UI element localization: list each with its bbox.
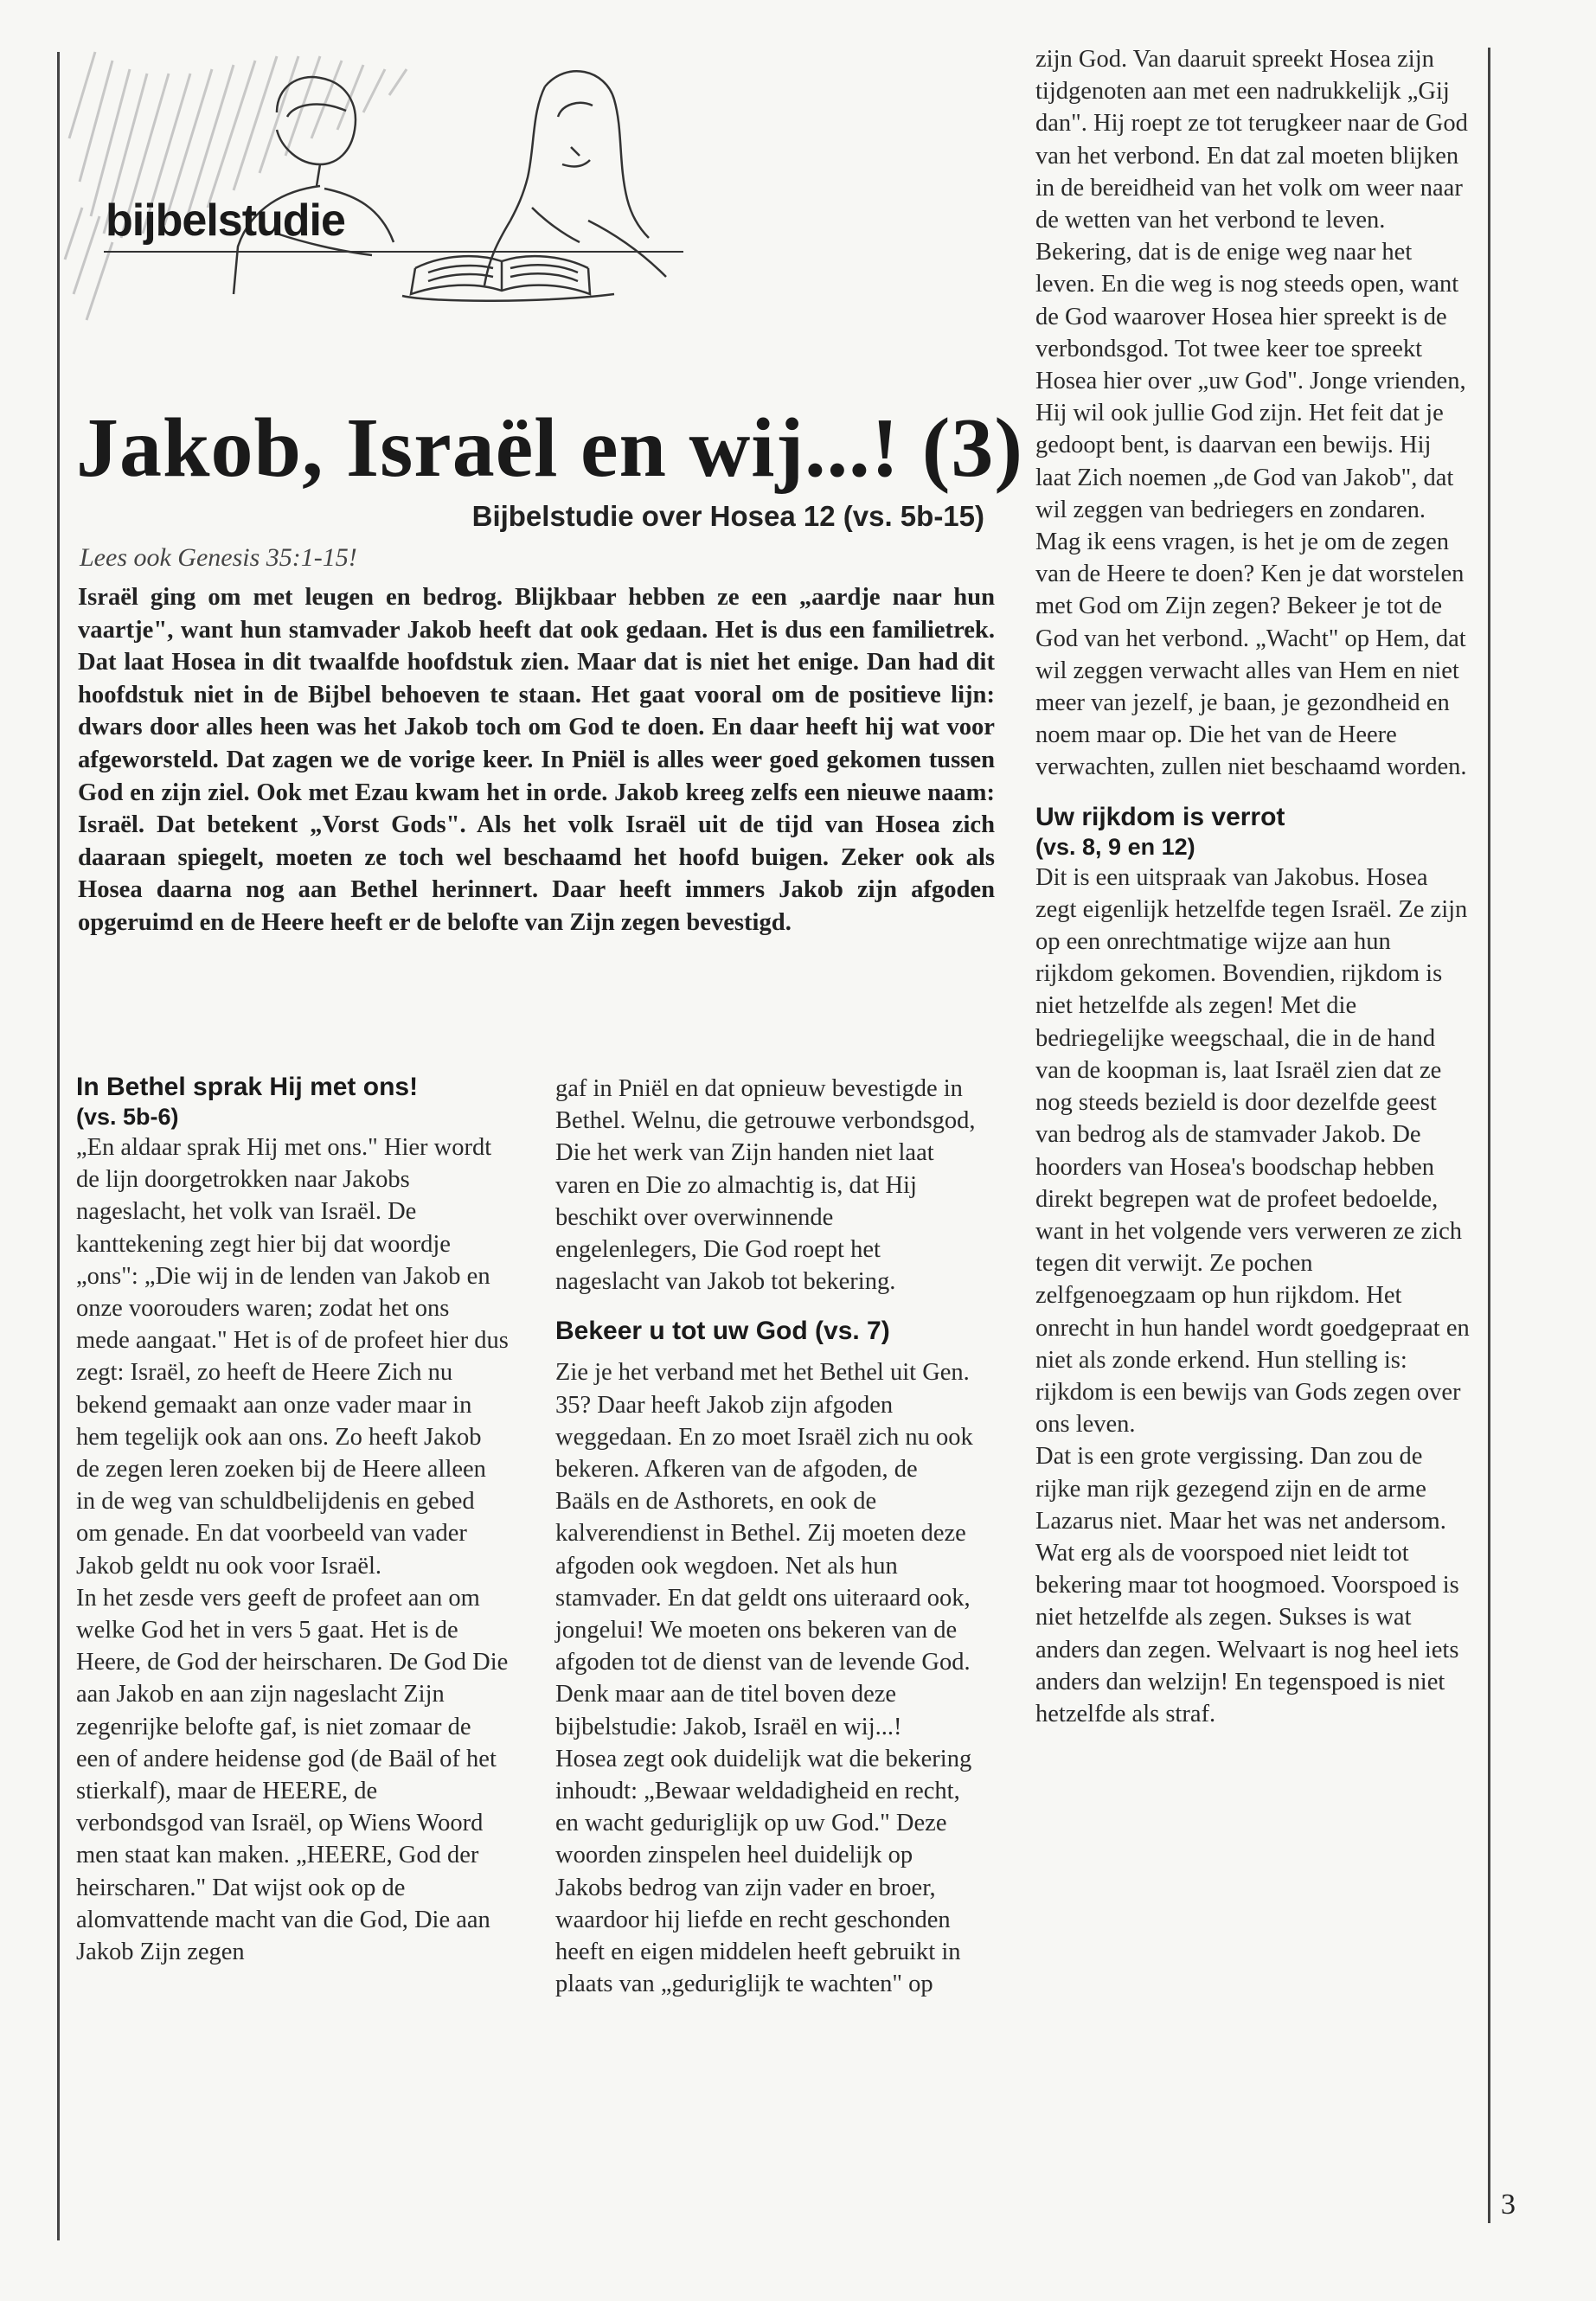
section-banner: bijbelstudie — [106, 195, 345, 246]
article-intro — [78, 581, 995, 939]
body-paragraph: Dit is een uitspraak van Jakobus. Hosea zegt eigenlijk hetzelfde tegen Israël. Ze zijn op een onrechtmatige wijze aan hun rijkdom gekomen. Bovendien, rijkdom is niet hetzelfde als zegen! Met die bedriegelijke weegschaal, die in de hand van de koopman is, laat Israël zien dat ze nog steeds bezield is door dezelfde geest van bedrog als de stamvader Jakob. De hoorders van Hosea's boodschap hebben direkt begrepen wat de profeet bedoelde, want in het volgende vers verweren ze zich tegen dit verwijt. Ze pochen zelfgenoegzaam op hun rijkdom. Het onrecht in hun handel wordt goedgepraat en niet als zonde erkend. Hun stelling is: rijkdom is een bewijs van Gods zegen over ons leven. — [1035, 863, 1470, 1439]
section-heading-rijkdom-ref: (vs. 8, 9 en 12) — [1035, 833, 1195, 860]
column-3 — [1035, 43, 1470, 1730]
body-paragraph: Dat is een grote vergissing. Dan zou de rijke man rijk gezegend zijn en de arme Lazarus niet. Maar het was net andersom. Wat erg als de voorspoed niet leidt tot bekering maar tot hoogmoed. Voorspoed is niet hetzelfde als zegen. Sukses is wat anders dan zegen. Welvaart is nog heel iets anders dan welzijn! En tegenspoed is niet hetzelfde als straf. — [1035, 1443, 1459, 1727]
body-paragraph: „En aldaar sprak Hij met ons." Hier wordt de lijn doorgetrokken naar Jakobs nageslacht, het volk van Israël. De kanttekening zegt hier bij dat woordje „ons": „Die wij in de lenden van Jakob en onze voorouders waren; zodat het ons mede aangaat." Het is of de profeet hier dus zegt: Israël, zo heeft de Heere Zich nu bekend gemaakt aan onze vader maar in hem tegelijk ook aan ons. Zo heeft Jakob de zegen leren zoeken bij de Heere alleen in de weg van schuldbelijdenis en gebed om genade. En dat voorbeeld van vader Jakob geldt nu ook voor Israël. — [76, 1134, 509, 1580]
right-frame-line — [1488, 48, 1490, 2223]
page-number: 3 — [1501, 2189, 1516, 2221]
body-paragraph: zijn God. Van daaruit spreekt Hosea zijn tijdgenoten aan met een nadrukkelijk „Gij dan". Hij roept ze tot terugkeer naar de God van het verbond. En dat zal moeten blijken in de bereidheid van het volk om weer naar de wetten van het verbond te leven. Bekering, dat is de enige weg naar het leven. En die weg is nog steeds open, want de God waarover Hosea hier spreekt is de verbondsgod. Tot twee keer toe spreekt Hosea hier over „uw God". Jonge vrienden, Hij wil ook jullie God zijn. Het feit dat je gedoopt bent, is daarvan een bewijs. Hij laat Zich noemen „de God van Jakob", dat wil zeggen van bedriegers en zondaren. Mag ik eens vragen, is het je om de zegen van de Heere te doen? Ken je dat worstelen met God om Zijn zegen? Bekeer je tot de God van het verbond. „Wacht" op Hem, dat wil zeggen verwacht alles van Hem en niet meer van jezelf, je baan, je gezondheid en noem maar op. Die het van de Heere verwachten, zullen niet beschaamd worden. — [1035, 46, 1468, 781]
body-paragraph: Zie je het verband met het Bethel uit Gen. 35? Daar heeft Jakob zijn afgoden weggedaan. En zo moet Israël zich nu ook bekeren. Afkeren van de afgoden, de Baäls en de Asthorets, en ook de kalverendienst in Bethel. Zij moeten deze afgoden ook wegdoen. Net als hun stamvader. En dat geldt ons uiteraard ook, jongelui! We moeten ons bekeren van de afgoden tot de dienst van de levende God. Denk maar aan de titel boven deze bijbelstudie: Jakob, Israël en wij...! — [555, 1359, 973, 1740]
body-paragraph: In het zesde vers geeft de profeet aan om welke God het in vers 5 gaat. Het is de Heere, de God der heirscharen. De God Die aan Jakob en aan zijn nageslacht Zijn zegenrijke belofte gaf, is niet zomaar de een of andere heidense god (de Baäl of het stierkalf), maar de HEERE, de verbondsgod van Israël, op Wiens Woord men staat kan maken. „HEERE, God der heirscharen." Dat wijst ook op de alomvattende macht van die God, Die aan Jakob Zijn zegen — [76, 1584, 509, 1966]
column-2 — [555, 1073, 976, 2000]
intro-paragraph: Israël ging om met leugen en bedrog. Blijkbaar hebben ze een „aardje naar hun vaartje", want hun stamvader Jakob heeft dat ook gedaan. Het is dus een familietrek. Dat laat Hosea in dit twaalfde hoofdstuk zien. Maar dat is niet het enige. Dan had dit hoofdstuk niet in de Bijbel behoeven te staan. Het gaat vooral om de positieve lijn: dwars door alles heen was het Jakob toch om God te doen. En daar heeft hij wat voor afgeworsteld. Dat zagen we de vorige keer. In Pniël is alles weer goed gekomen tussen God en zijn ziel. Ook met Ezau kwam het in orde. Jakob kreeg zelfs een nieuwe naam: Israël. Dat betekent „Vorst Gods". Als het volk Israël uit de tijd van Hosea zich daaraan spiegelt, moeten ze toch wel beschaamd het hoofd buigen. Zeker ook als Hosea daarna nog aan Bethel herinnert. Daar heeft immers Jakob zijn afgoden opgeruimd en de Heere heeft er de belofte van Zijn zegen bevestigd. — [78, 584, 995, 936]
left-frame-line — [57, 52, 60, 2240]
section-heading-bekeer: Bekeer u tot uw God (vs. 7) — [555, 1317, 890, 1346]
study-illustration — [61, 35, 692, 346]
section-heading-bethel: In Bethel sprak Hij met ons! — [76, 1073, 419, 1101]
section-heading-rijkdom: Uw rijkdom is verrot — [1035, 802, 1285, 831]
article-title: Jakob, Israël en wij...! (3) — [76, 401, 1024, 495]
column-1 — [76, 1073, 509, 1968]
read-also-reference: Lees ook Genesis 35:1-15! — [80, 543, 357, 572]
article-subtitle: Bijbelstudie over Hosea 12 (vs. 5b-15) — [471, 500, 984, 532]
body-paragraph: gaf in Pniël en dat opnieuw bevestigde in Bethel. Welnu, die getrouwe verbondsgod, Die het werk van Zijn handen niet laat varen en Die zo almachtig is, dat Hij beschikt over overwinnende engelenlegers, Die God roept het nageslacht van Jakob tot bekering. — [555, 1075, 976, 1296]
banner-underline — [104, 251, 683, 253]
body-paragraph: Hosea zegt ook duidelijk wat die bekering inhoudt: „Bewaar weldadigheid en recht, en wacht geduriglijk op uw God." Deze woorden zinspelen heel duidelijk op Jakobs bedrog van zijn vader en broer, waardoor hij liefde en recht geschonden heeft en eigen middelen heeft gebruikt in plaats van „geduriglijk te wachten" op — [555, 1745, 972, 1998]
section-heading-bethel-ref: (vs. 5b-6) — [76, 1104, 179, 1130]
